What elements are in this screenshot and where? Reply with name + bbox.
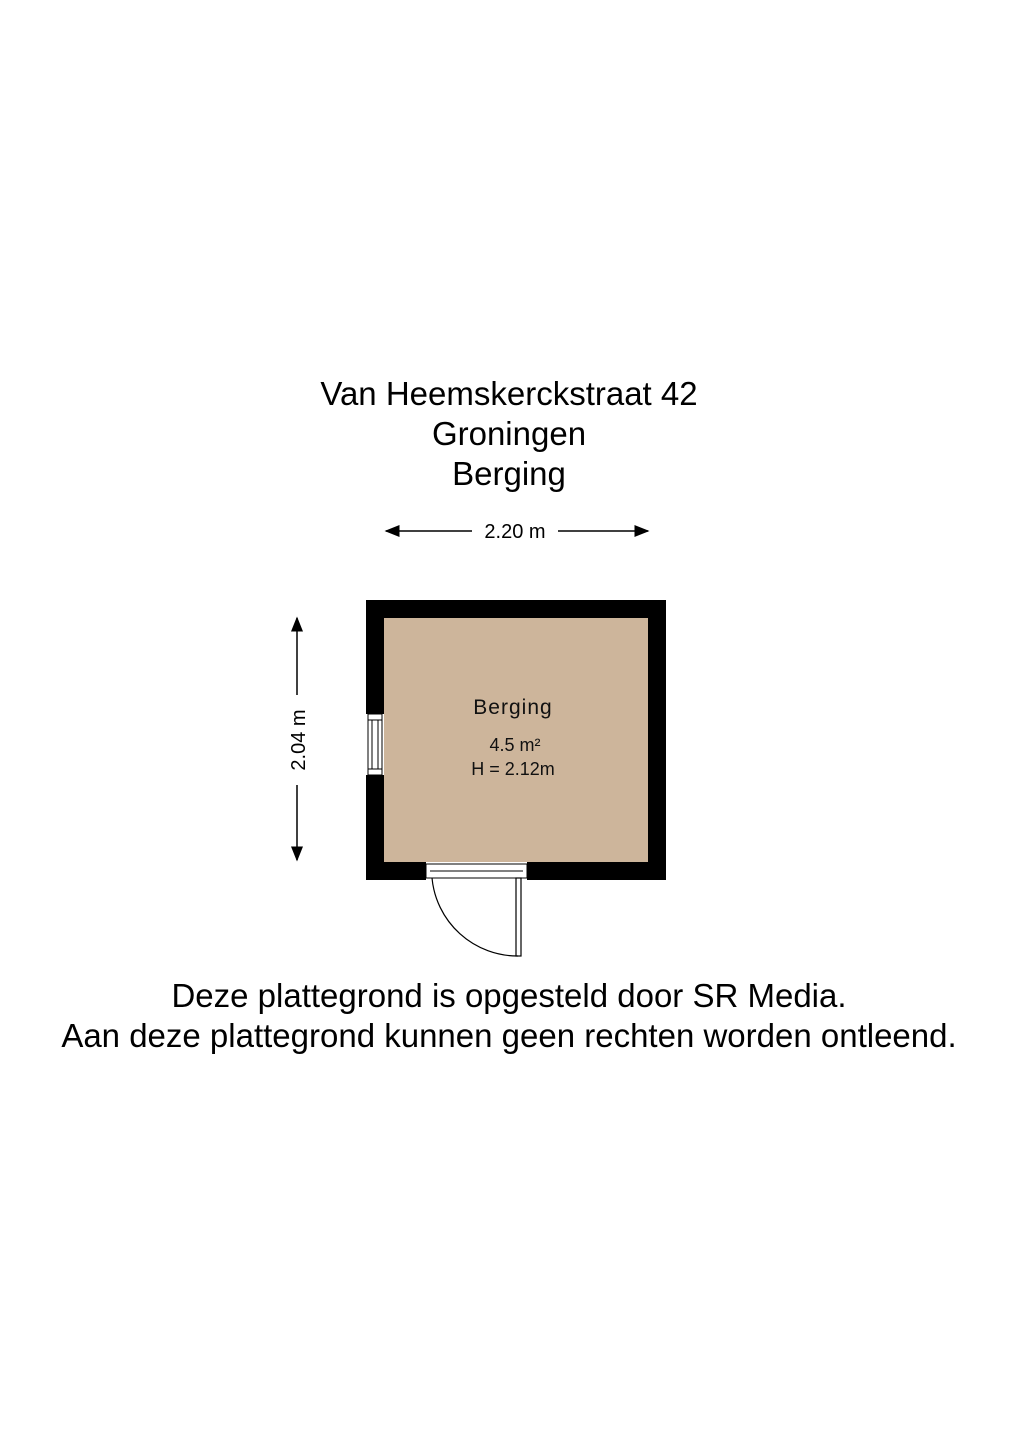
disclaimer-line-1: Deze plattegrond is opgesteld door SR Media. (171, 977, 847, 1014)
disclaimer (0, 976, 1018, 1056)
wall-right (648, 600, 666, 880)
door-leaf (516, 878, 521, 956)
wall-bottom-right (527, 862, 666, 880)
window (368, 714, 382, 775)
wall-left-upper (366, 600, 384, 714)
city-title: Groningen (431, 415, 587, 452)
depth-dimension-label: 2.04 m (288, 709, 310, 771)
window-frame (368, 714, 382, 775)
address-title: Van Heemskerckstraat 42 (320, 375, 698, 412)
room-area: 4.5 m² (489, 735, 541, 755)
door-swing-arc (432, 878, 518, 956)
wall-top (366, 600, 666, 618)
floor-title: Berging (452, 455, 566, 492)
room-height: H = 2.12m (471, 759, 555, 779)
door (426, 864, 527, 956)
width-dimension-label: 2.20 m (484, 521, 546, 543)
disclaimer-line-2: Aan deze plattegrond kunnen geen rechten worden ontleend. (61, 1017, 957, 1054)
depth-dimension (288, 618, 310, 860)
room-name: Berging (473, 696, 553, 719)
wall-bottom-left (366, 862, 426, 880)
width-dimension (386, 521, 648, 543)
